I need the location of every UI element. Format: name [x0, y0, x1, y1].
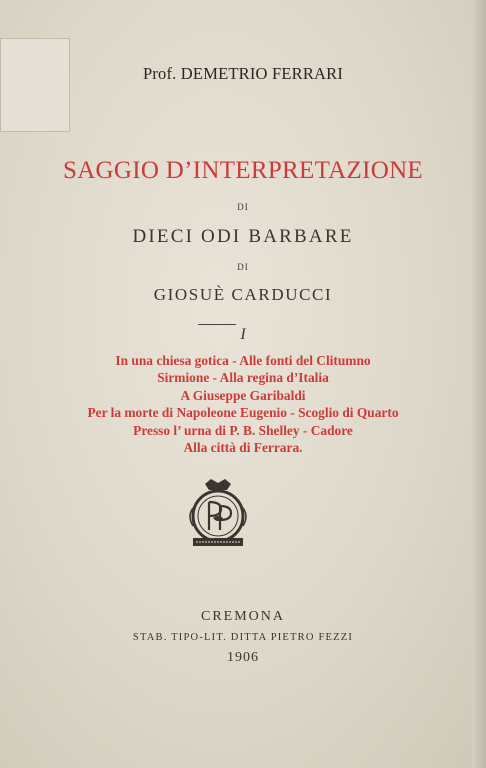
contents-list — [0, 352, 486, 456]
contents-line: Alla città di Ferrara. — [183, 440, 303, 456]
connector-di-2: DI — [237, 262, 249, 272]
publication-year: 1906 — [227, 650, 259, 665]
book-title: SAGGIO D’INTERPRETAZIONE — [62, 157, 424, 184]
connector-di-1: DI — [237, 202, 249, 212]
contents-line: Presso l’ urna di P. B. Shelley - Cadore — [133, 422, 353, 438]
book-subtitle: DIECI ODI BARBARE — [132, 226, 354, 247]
label-remnant — [0, 38, 70, 132]
contents-line: In una chiesa gotica - Alle fonti del Clitumno — [115, 353, 371, 368]
author-name: Prof. DEMETRIO FERRARI — [142, 64, 344, 83]
contents-line: A Giuseppe Garibaldi — [180, 387, 306, 403]
publisher-printer: STAB. TIPO-LIT. DITTA PIETRO FEZZI — [132, 632, 354, 643]
printer-mark-icon — [183, 478, 253, 550]
contents-line: Sirmione - Alla regina d’Italia — [157, 370, 329, 386]
divider-rule — [198, 324, 236, 325]
volume-numeral: I — [240, 326, 246, 343]
poet-name: GIOSUÈ CARDUCCI — [153, 285, 333, 304]
publisher-city: CREMONA — [200, 609, 285, 624]
contents-line: Per la morte di Napoleone Eugenio - Scoglio di Quarto — [87, 405, 399, 421]
